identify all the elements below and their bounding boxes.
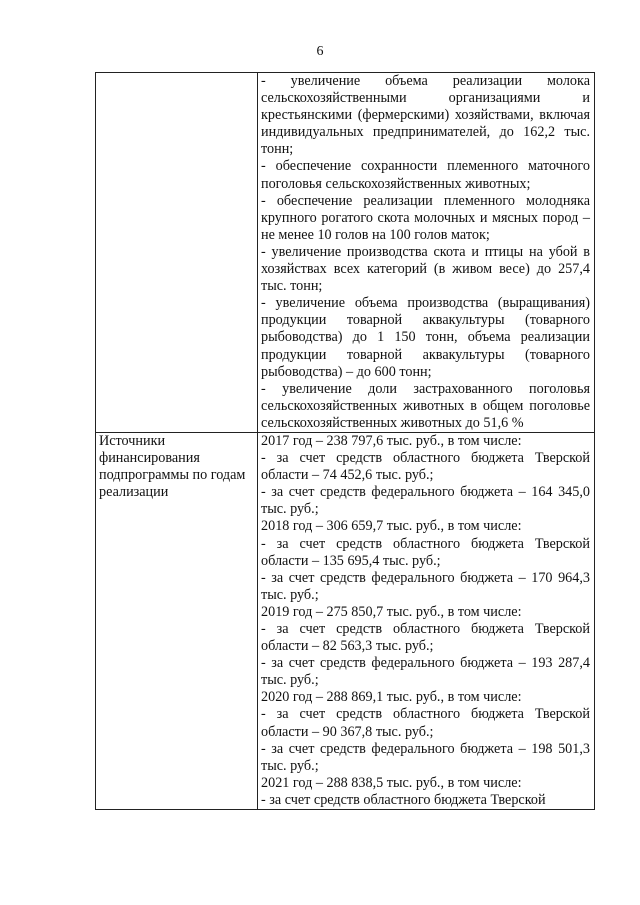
funding-federal: - за счет средств федерального бюджета – 170 964,3 тыс. руб.;: [261, 569, 590, 603]
funding-regional: - за счет средств областного бюджета Тверской области – 135 695,4 тыс. руб.;: [261, 535, 590, 569]
funding-federal: - за счет средств федерального бюджета – 164 345,0 тыс. руб.;: [261, 484, 590, 518]
funding-year-total: 2017 год – 238 797,6 тыс. руб., в том числе:: [261, 432, 522, 449]
result-item: - увеличение производства скота и птицы на убой в хозяйствах всех категорий (в живом весе) до 257,4 тыс. тонн;: [261, 243, 590, 295]
page-number: 6: [316, 44, 324, 59]
result-item: - увеличение объема производства (выращивания) продукции товарной аквакультуры (товарного рыбоводства) до 1 150 тонн, объема реализации продукции товарной аквакультуры (товарного рыбоводства) – до 600 тонн;: [261, 295, 590, 380]
funding-year-total: 2021 год – 288 838,5 тыс. руб., в том числе:: [261, 774, 522, 791]
funding-sources-label: Источники финансирования подпрограммы по годам реализации: [96, 432, 258, 809]
row-label: [96, 73, 258, 433]
funding-regional: - за счет средств областного бюджета Тверской: [261, 791, 546, 808]
funding-cell: [258, 432, 595, 809]
funding-federal: - за счет средств федерального бюджета – 193 287,4 тыс. руб.;: [261, 655, 590, 689]
results-cell: [258, 73, 595, 433]
funding-federal: - за счет средств федерального бюджета – 198 501,3 тыс. руб.;: [261, 740, 590, 774]
result-item: - обеспечение реализации племенного молодняка крупного рогатого скота молочных и мясных пород – не менее 10 голов на 100 голов маток;: [261, 192, 590, 243]
table-row: [96, 432, 595, 809]
funding-regional: - за счет средств областного бюджета Тверской области – 90 367,8 тыс. руб.;: [261, 706, 590, 740]
funding-year-total: 2018 год – 306 659,7 тыс. руб., в том числе:: [261, 518, 522, 535]
result-item: - увеличение доли застрахованного поголовья сельскохозяйственных животных в общем поголовье сельскохозяйственных животных до 51,6 %: [261, 380, 590, 431]
funding-year-total: 2020 год – 288 869,1 тыс. руб., в том числе:: [261, 689, 522, 706]
result-item: - обеспечение сохранности племенного маточного поголовья сельскохозяйственных животных;: [261, 158, 590, 192]
funding-year-total: 2019 год – 275 850,7 тыс. руб., в том числе:: [261, 603, 522, 620]
funding-regional: - за счет средств областного бюджета Тверской области – 82 563,3 тыс. руб.;: [261, 621, 590, 655]
table-row: [96, 73, 595, 433]
result-item: - увеличение объема реализации молока сельскохозяйственными организациями и крестьянскими (фермерскими) хозяйствами, включая индивидуальных предпринимателей, до 162,2 тыс. тонн;: [261, 73, 590, 158]
subprogram-passport-table: [95, 72, 595, 810]
funding-regional: - за счет средств областного бюджета Тверской области – 74 452,6 тыс. руб.;: [261, 450, 590, 484]
